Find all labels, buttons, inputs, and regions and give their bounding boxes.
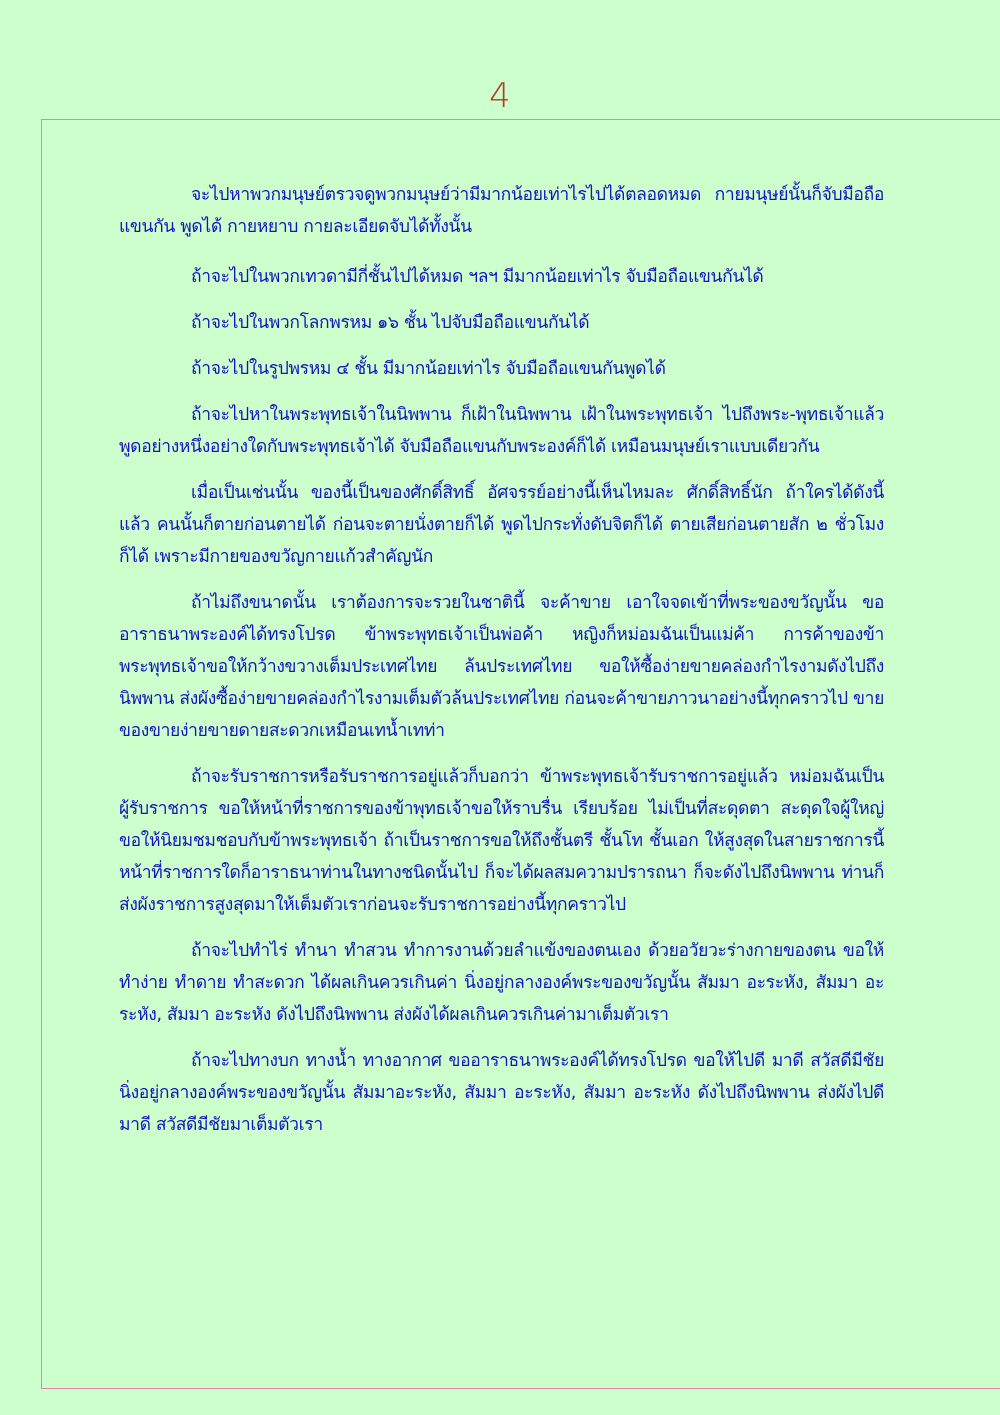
paragraph-3: ถ้าจะไปในพวกโลกพรหม ๑๖ ชั้น ไปจับมือถือแขนกันได้ <box>191 313 590 333</box>
paragraph-5: ถ้าจะไปหาในพระพุทธเจ้าในนิพพาน ก็เฝ้าในนิพพาน เฝ้าในพระพุทธเจ้า ไปถึงพระ-พุทธเจ้าแล้ว พูดอย่างหนึ่งอย่างใดกับพระพุทธเจ้าได้ จับมือถือแขนกับพระองค์ก็ได้ เหมือนมนุษย์เราแบบเดียวกัน <box>119 405 884 457</box>
paragraph-8: ถ้าจะรับราชการหรือรับราชการอยู่แล้วก็บอกว่า ข้าพระพุทธเจ้ารับราชการอยู่แล้ว หม่อมฉันเป็นผู้รับราชการ ขอให้หน้าที่ราชการของข้าพุทธเจ้าขอให้ราบรื่น เรียบร้อย ไม่เป็นที่สะดุดตา สะดุดใจผู้ใหญ่ ขอให้นิยมชมชอบกับข้าพระพุทธเจ้า ถ้าเป็นราชการขอให้ถึงชั้นตรี ชั้นโท ชั้นเอก ให้สูงสุดในสายราชการนี้ หน้าที่ราชการใดก็อาราธนาท่านในทางชนิดนั้นไป ก็จะได้ผลสมความปรารถนา ก็จะดังไปถึงนิพพาน ท่านก็ส่งผังราชการสูงสุดมาให้เต็มตัวเราก่อนจะรับราชการอย่างนี้ทุกคราวไป <box>119 767 884 915</box>
paragraph-9: ถ้าจะไปทำไร่ ทำนา ทำสวน ทำการงานด้วยลำแข้งของตนเอง ด้วยอวัยวะร่างกายของตน ขอให้ทำง่าย ทำดาย ทำสะดวก ได้ผลเกินควรเกินค่า นิ่งอยู่กลางองค์พระของขวัญนั้น สัมมา อะระหัง, สัมมา อะระหัง, สัมมา อะระหัง ดังไปถึงนิพพาน ส่งผังได้ผลเกินควรเกินค่ามาเต็มตัวเรา <box>119 941 884 1025</box>
document-body <box>119 179 884 1141</box>
paragraph-10: ถ้าจะไปทางบก ทางน้ำ ทางอากาศ ขออาราธนาพระองค์ได้ทรงโปรด ขอให้ไปดี มาดี สวัสดีมีชัย นิ่งอยู่กลางองค์พระของขวัญนั้น สัมมาอะระหัง, สัมมา อะระหัง, สัมมา อะระหัง ดังไปถึงนิพพาน ส่งผังไปดีมาดี สวัสดีมีชัยมาเต็มตัวเรา <box>119 1051 884 1135</box>
page-number: 4 <box>489 76 511 116</box>
paragraph-7: ถ้าไม่ถึงขนาดนั้น เราต้องการจะรวยในชาตินี้ จะค้าขาย เอาใจจดเข้าที่พระของขวัญนั้น ขออาราธนาพระองค์ได้ทรงโปรด ข้าพระพุทธเจ้าเป็นพ่อค้า หญิงก็หม่อมฉันเป็นแม่ค้า การค้าของข้าพระพุทธเจ้าขอให้กว้างขวางเต็มประเทศไทย ล้นประเทศไทย ขอให้ซื้อง่ายขายคล่องกำไรงามดังไปถึงนิพพาน ส่งผังซื้อง่ายขายคล่องกำไรงามเต็มตัวล้นประเทศไทย ก่อนจะค้าขายภาวนาอย่างนี้ทุกคราวไป ขายของขายง่ายขายดายสะดวกเหมือนเทน้ำเทท่า <box>119 593 884 741</box>
paragraph-4: ถ้าจะไปในรูปพรหม ๔ ชั้น มีมากน้อยเท่าไร จับมือถือแขนกันพูดได้ <box>191 359 666 379</box>
paragraph-2: ถ้าจะไปในพวกเทวดามีกี่ชั้นไปได้หมด ฯลฯ มีมากน้อยเท่าไร จับมือถือแขนกันได้ <box>191 267 764 287</box>
paragraph-6: เมื่อเป็นเช่นนั้น ของนี้เป็นของศักดิ์สิทธิ์ อัศจรรย์อย่างนี้เห็นไหมละ ศักดิ์สิทธิ์นัก ถ้าใครได้ดังนี้แล้ว คนนั้นก็ตายก่อนตายได้ ก่อนจะตายนั่งตายก็ได้ พูดไปกระทั่งดับจิตก็ได้ ตายเสียก่อนตายสัก ๒ ชั่วโมงก็ได้ เพราะมีกายของขวัญกายแก้วสำคัญนัก <box>119 483 884 567</box>
paragraph-1: จะไปหาพวกมนุษย์ตรวจดูพวกมนุษย์ว่ามีมากน้อยเท่าไรไปได้ตลอดหมด กายมนุษย์นั้นก็จับมือถือแขนกัน พูดได้ กายหยาบ กายละเอียดจับได้ทั้งนั้น <box>119 185 884 237</box>
